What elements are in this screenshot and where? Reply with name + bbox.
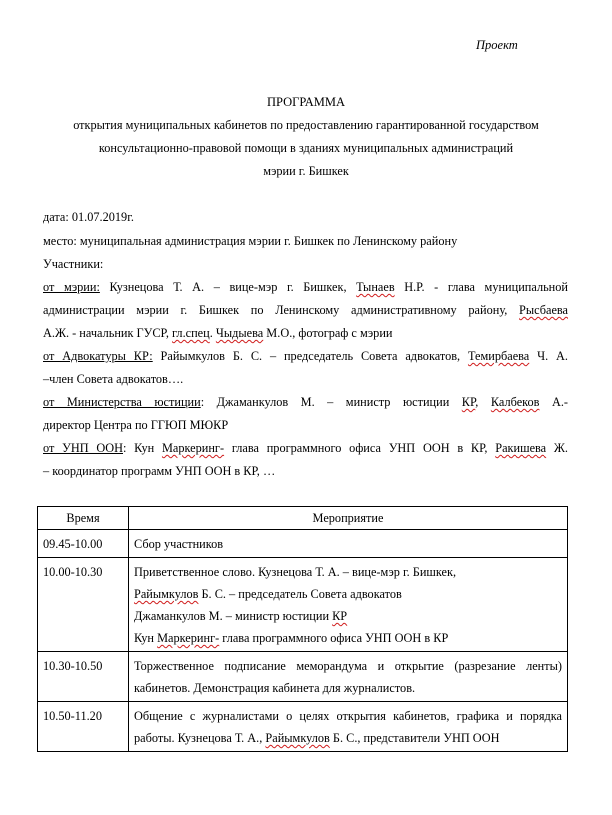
- mayor-text: М.О., фотограф с мэрии: [263, 326, 393, 340]
- row-event: [129, 702, 568, 752]
- name-raiymkulov: Райымкулов: [265, 731, 330, 745]
- mayor-text: Н.Р. - глава муниципальной: [394, 280, 568, 294]
- table-row: [38, 702, 568, 752]
- row-time: 10.50-11.20: [38, 702, 129, 752]
- mayor-line-3: [43, 326, 392, 341]
- name-markering: Маркеринг-: [157, 631, 220, 645]
- name-chydyeva: Чыдыева: [215, 326, 264, 340]
- row-time: 10.00-10.30: [38, 558, 129, 652]
- undp-text: Ж.: [546, 441, 568, 455]
- justice-text: А.-: [539, 395, 569, 409]
- abbr-kr: КР: [461, 395, 476, 409]
- row-time: 10.30-10.50: [38, 652, 129, 702]
- header-time: Время: [38, 507, 129, 530]
- row-event: [129, 558, 568, 652]
- date-line: дата: 01.07.2019г.: [43, 210, 134, 224]
- event-text: работы. Кузнецова Т. А.,: [134, 731, 266, 745]
- event-line: Приветственное слово. Кузнецова Т. А. – вице-мэр г. Бишкек,: [134, 565, 457, 579]
- mayor-line-2: [43, 303, 568, 318]
- name-rysbaeva: Рысбаева: [519, 303, 568, 317]
- table-row: [38, 530, 568, 558]
- event-line: [134, 727, 562, 749]
- advocacy-text: Ч. А.: [529, 349, 568, 363]
- mayor-label: от мэрии:: [43, 280, 100, 294]
- event-text: Б. С. – председатель Совета адвокатов: [198, 587, 402, 601]
- abbr-kr: КР: [332, 609, 348, 623]
- undp-line-2: – координатор программ УНП ООН в КР, …: [43, 464, 276, 478]
- event-text: Б. С., представители УНП ООН: [329, 731, 500, 745]
- justice-text: ,: [475, 395, 491, 409]
- justice-line-2: директор Центра по ГГЮП МЮКР: [43, 418, 229, 432]
- name-rakisheva: Ракишева: [495, 441, 547, 455]
- justice-line-1: [43, 395, 568, 410]
- place-line: место: муниципальная администрация мэрии г. Бишкек по Ленинскому району: [43, 234, 458, 248]
- mayor-text: Кузнецова Т. А. – вице-мэр г. Бишкек,: [99, 280, 357, 294]
- mayor-text: администрации мэрии г. Бишкек по Ленинскому административному району,: [43, 303, 520, 317]
- event-text: Кун: [134, 631, 158, 645]
- abbr-glspec: гл.спец: [172, 326, 210, 340]
- subtitle-line-1: открытия муниципальных кабинетов по предоставлению гарантированной государством: [73, 118, 539, 132]
- schedule-table: [37, 506, 568, 752]
- mayor-text: .: [209, 326, 216, 340]
- name-kalbekov: Калбеков: [490, 395, 540, 409]
- advocacy-line-2: –член Совета адвокатов….: [43, 372, 184, 386]
- event-text: глава программного офиса УНП ООН в КР: [219, 631, 449, 645]
- participants-label: Участники:: [43, 257, 104, 271]
- name-tynaev: Тынаев: [356, 280, 395, 294]
- event-line: Общение с журналистами о целях открытия кабинетов, графика и порядка: [134, 709, 562, 723]
- row-time: 09.45-10.00: [38, 530, 129, 558]
- table-row: [38, 652, 568, 702]
- mayor-line-1: [43, 280, 568, 295]
- event-line: Торжественное подписание меморандума и открытие (разрезание ленты): [134, 659, 562, 673]
- draft-label: Проект: [476, 38, 518, 52]
- event-line: [134, 605, 562, 627]
- name-markering: Маркеринг-: [161, 441, 225, 455]
- document-title: ПРОГРАММА: [266, 95, 346, 109]
- advocacy-text: Райымкулов Б. С. – председатель Совета адвокатов,: [152, 349, 468, 363]
- table-header-row: [38, 507, 568, 530]
- undp-line-1: [43, 441, 568, 456]
- row-event: [129, 530, 568, 558]
- event-line: кабинетов. Демонстрация кабинета для журналистов.: [134, 681, 416, 695]
- justice-text: : Джаманкулов М. – министр юстиции: [200, 395, 462, 409]
- undp-text: : Кун: [123, 441, 162, 455]
- mayor-text: А.Ж. - начальник ГУСР,: [43, 326, 173, 340]
- justice-label: от Министерства юстиции: [43, 395, 201, 409]
- subtitle-line-2: консультационно-правовой помощи в зданиях муниципальных администраций: [98, 141, 514, 155]
- name-raiymkulov: Райымкулов: [134, 587, 199, 601]
- name-temirbaeva: Темирбаева: [467, 349, 530, 363]
- undp-label: от УНП ООН: [43, 441, 123, 455]
- advocacy-line-1: [43, 349, 568, 364]
- event-text: Джаманкулов М. – министр юстиции: [134, 609, 333, 623]
- event-line: [134, 627, 562, 649]
- advocacy-label: от Адвокатуры КР:: [43, 349, 153, 363]
- event-line: [134, 583, 562, 605]
- undp-text: глава программного офиса УНП ООН в КР,: [224, 441, 496, 455]
- event-line: Сбор участников: [134, 537, 224, 551]
- table-row: [38, 558, 568, 652]
- subtitle-line-3: мэрии г. Бишкек: [263, 164, 349, 178]
- header-event: Мероприятие: [129, 507, 568, 530]
- row-event: [129, 652, 568, 702]
